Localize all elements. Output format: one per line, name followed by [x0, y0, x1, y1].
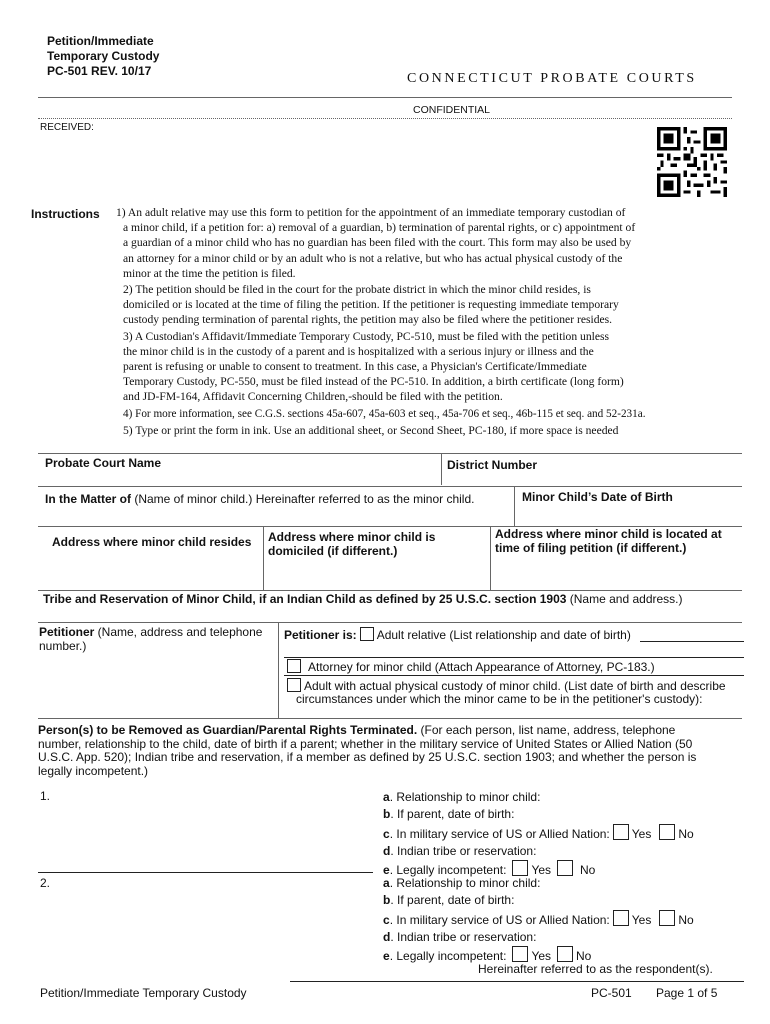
petitioner-row-bottom-rule: [38, 718, 742, 719]
form-title-line-2: Temporary Custody: [47, 49, 160, 63]
persons-heading-rest-1: (For each person, list name, address, telephone: [417, 723, 676, 737]
petitioner-is-row: [284, 627, 631, 642]
instructions-block: [116, 205, 741, 438]
adult-custody-line-1: Adult with actual physical custody of minor child. (List date of birth and describe: [304, 679, 726, 693]
person-1-number: 1.: [40, 789, 51, 803]
attorney-checkbox[interactable]: [287, 659, 301, 673]
incompetent-label: . Legally incompetent:: [389, 949, 507, 964]
military-no-label: No: [678, 912, 694, 927]
adult-custody-checkbox[interactable]: [287, 678, 301, 692]
incompetent-yes-label: Yes: [531, 949, 552, 964]
persons-heading-rest-4: legally incompetent.): [38, 763, 149, 778]
footer-title: Petition/Immediate Temporary Custody: [40, 986, 247, 1000]
address-domiciled-line-1: Address where minor child is: [268, 530, 436, 544]
court-divider: [441, 453, 442, 485]
instruction-line: 5) Type or print the form in ink. Use an additional sheet, or Second Sheet, PC-180, if more space is needed: [123, 423, 619, 437]
tribe-bold: Tribe and Reservation of Minor Child, if an Indian Child as defined by 25 U.S.C. section 1903: [43, 592, 567, 606]
instruction-line: custody pending termination of parental rights, the petition may also be filed where the petitioner resides.: [123, 313, 613, 327]
form-code: PC-501 REV. 10/17: [47, 64, 152, 78]
tribe-rest: (Name and address.): [566, 592, 683, 606]
confidential-label: CONFIDENTIAL: [413, 104, 491, 116]
address-domiciled-line-2: domiciled (if different.): [268, 544, 398, 558]
item-letter: e: [383, 949, 390, 964]
instruction-line: domiciled or is located at the time of filing the petition. If the petitioner is requesting immediate temporary: [123, 298, 619, 312]
address-row-bottom-rule: [38, 590, 742, 591]
attorney-label: Attorney for minor child (Attach Appearance of Attorney, PC-183.): [308, 660, 655, 674]
military-yes-checkbox[interactable]: [613, 910, 629, 926]
petitioner-bold: Petitioner: [39, 625, 95, 639]
probate-court-name-label: Probate Court Name: [45, 456, 162, 470]
court-row-bottom-rule: [38, 486, 742, 487]
instruction-line: parent is refusing or unable to consent to treatment. In this case, a Physician's Certificate/Immediate: [123, 360, 587, 374]
address-divider-2: [490, 526, 491, 590]
address-located-label: [495, 527, 722, 555]
parent-dob-label: . If parent, date of birth:: [390, 807, 515, 822]
instruction-line: and JD-FM-164, Affidavit Concerning Children,-should be filed with the petition.: [123, 390, 503, 404]
item-letter: b: [383, 807, 391, 822]
persons-heading-rest-3: U.S.C. App. 520); Indian tribe and reservation, if a member as defined by 25 U.S.C. section 1903; and whether the person is: [38, 750, 697, 765]
header-rule: [38, 97, 732, 98]
adult-relative-checkbox[interactable]: [360, 627, 374, 641]
address-located-line-1: Address where minor child is located at: [495, 527, 722, 541]
tribe-label: [43, 592, 683, 606]
person-divider: [38, 872, 373, 873]
footer-form-code: PC-501: [591, 986, 632, 1000]
item-letter: c: [383, 826, 390, 841]
instruction-line: an attorney for a minor child or by an adult who is not a relative, but who has actual physical custody of the: [123, 251, 623, 265]
received-label: RECEIVED:: [40, 122, 94, 133]
petitioner-rest-1: (Name, address and telephone: [94, 625, 263, 639]
military-yes-label: Yes: [631, 912, 652, 927]
instruction-line: Temporary Custody, PC-550, must be filed instead of the PC-510. In addition, a birth certificate (long form): [123, 375, 624, 389]
received-rule: [38, 118, 732, 119]
incompetent-no-checkbox[interactable]: [557, 946, 573, 962]
tribe-reservation-label: . Indian tribe or reservation:: [390, 843, 537, 858]
attorney-row: [284, 659, 655, 674]
petitioner-divider: [278, 622, 279, 718]
persons-heading-rest-2: number, relationship to the child, date of birth if a parent; whether in the military service of United States or Allied Nation (50: [38, 736, 693, 751]
persons-heading-bold: Person(s) to be Removed as Guardian/Parental Rights Terminated.: [38, 723, 418, 737]
address-located-line-2: time of filing petition (if different.): [495, 541, 687, 555]
district-number-label: District Number: [447, 458, 538, 472]
military-yes-label: Yes: [631, 826, 652, 841]
adult-custody-line-2: circumstances under which the minor came to be in the petitioner's custody):: [296, 692, 703, 706]
petitioner-is-label: Petitioner is:: [284, 628, 357, 642]
form-title-line-1: Petition/Immediate: [47, 34, 154, 48]
item-letter: d: [383, 929, 391, 944]
respondents-note: Hereinafter referred to as the respondent(s).: [478, 962, 713, 976]
item-letter: e: [383, 863, 390, 878]
incompetent-no-checkbox[interactable]: [557, 860, 573, 876]
in-matter-of-rest: (Name of minor child.) Hereinafter referred to as the minor child.: [131, 492, 475, 506]
incompetent-no-label: No: [576, 949, 592, 964]
relative-fill-line-2[interactable]: [284, 657, 744, 658]
address-domiciled-label: [268, 530, 435, 558]
instruction-line: 2) The petition should be filed in the court for the probate district in which the minor child resides, is: [123, 283, 591, 297]
incompetent-yes-label: Yes: [531, 863, 552, 878]
military-no-checkbox[interactable]: [659, 824, 675, 840]
petitioner-rest-2: number.): [39, 639, 87, 653]
address-resides-label: Address where minor child resides: [52, 535, 252, 549]
instruction-line: 4) For more information, see C.G.S. sections 45a-607, 45a-603 et seq., 45a-706 et seq., 46b-115 et seq. and 52-231a.: [123, 407, 646, 420]
incompetent-label: . Legally incompetent:: [389, 863, 507, 878]
persons-heading: [38, 724, 696, 778]
instruction-line: a minor child, if a petition for: a) removal of a guardian, b) termination of parental rights, or c) appointment of: [123, 221, 636, 235]
instructions-label: Instructions: [31, 207, 100, 221]
military-no-checkbox[interactable]: [659, 910, 675, 926]
military-label: . In military service of US or Allied Nation:: [389, 912, 610, 927]
instruction-line: 3) A Custodian's Affidavit/Immediate Temporary Custody, PC-510, must be filed with the petition unless: [123, 329, 610, 343]
instruction-line: a guardian of a minor child who has no guardian has been filed with the court. This form may also be used by: [123, 236, 632, 250]
incompetent-no-label: No: [580, 863, 596, 878]
item-letter: c: [383, 912, 390, 927]
person-1-details: [383, 789, 694, 879]
instruction-line: minor at the time the petition is filed.: [123, 266, 296, 280]
qr-code-icon: [657, 127, 727, 197]
adult-relative-label: Adult relative (List relationship and date of birth): [376, 628, 631, 642]
court-name: CONNECTICUT PROBATE COURTS: [407, 71, 697, 86]
instruction-line: 1) An adult relative may use this form to petition for the appointment of an immediate temporary custodian of: [116, 206, 626, 219]
incompetent-yes-checkbox[interactable]: [512, 946, 528, 962]
relationship-label: . Relationship to minor child:: [389, 876, 541, 890]
relative-fill-line[interactable]: [640, 641, 744, 642]
incompetent-yes-checkbox[interactable]: [512, 860, 528, 876]
item-letter: a: [383, 790, 390, 804]
footer-rule: [290, 981, 744, 982]
item-letter: b: [383, 893, 391, 908]
court-row-top-rule: [38, 453, 742, 454]
footer-page-number: Page 1 of 5: [656, 986, 718, 1000]
instruction-line: the minor child is in the custody of a parent and is hospitalized with a serious injury or illness and the: [123, 344, 594, 358]
military-no-label: No: [678, 826, 694, 841]
person-2-details: [383, 875, 694, 965]
tribe-reservation-label: . Indian tribe or reservation:: [390, 929, 537, 944]
item-letter: d: [383, 843, 391, 858]
military-label: . In military service of US or Allied Nation:: [389, 826, 610, 841]
in-matter-of-bold: In the Matter of: [45, 492, 131, 506]
form-title: [47, 34, 159, 79]
attorney-fill-line[interactable]: [284, 675, 744, 676]
in-matter-of-label: [45, 492, 474, 506]
petitioner-label: [39, 625, 262, 653]
parent-dob-label: . If parent, date of birth:: [390, 893, 515, 908]
adult-custody-row: [284, 678, 726, 706]
address-divider-1: [263, 526, 264, 590]
item-letter: a: [383, 876, 390, 890]
military-yes-checkbox[interactable]: [613, 824, 629, 840]
dob-divider: [514, 486, 515, 526]
relationship-label: . Relationship to minor child:: [389, 790, 541, 804]
tribe-row-bottom-rule: [38, 622, 742, 623]
person-2-number: 2.: [40, 876, 51, 890]
minor-dob-label: Minor Child’s Date of Birth: [522, 490, 673, 504]
